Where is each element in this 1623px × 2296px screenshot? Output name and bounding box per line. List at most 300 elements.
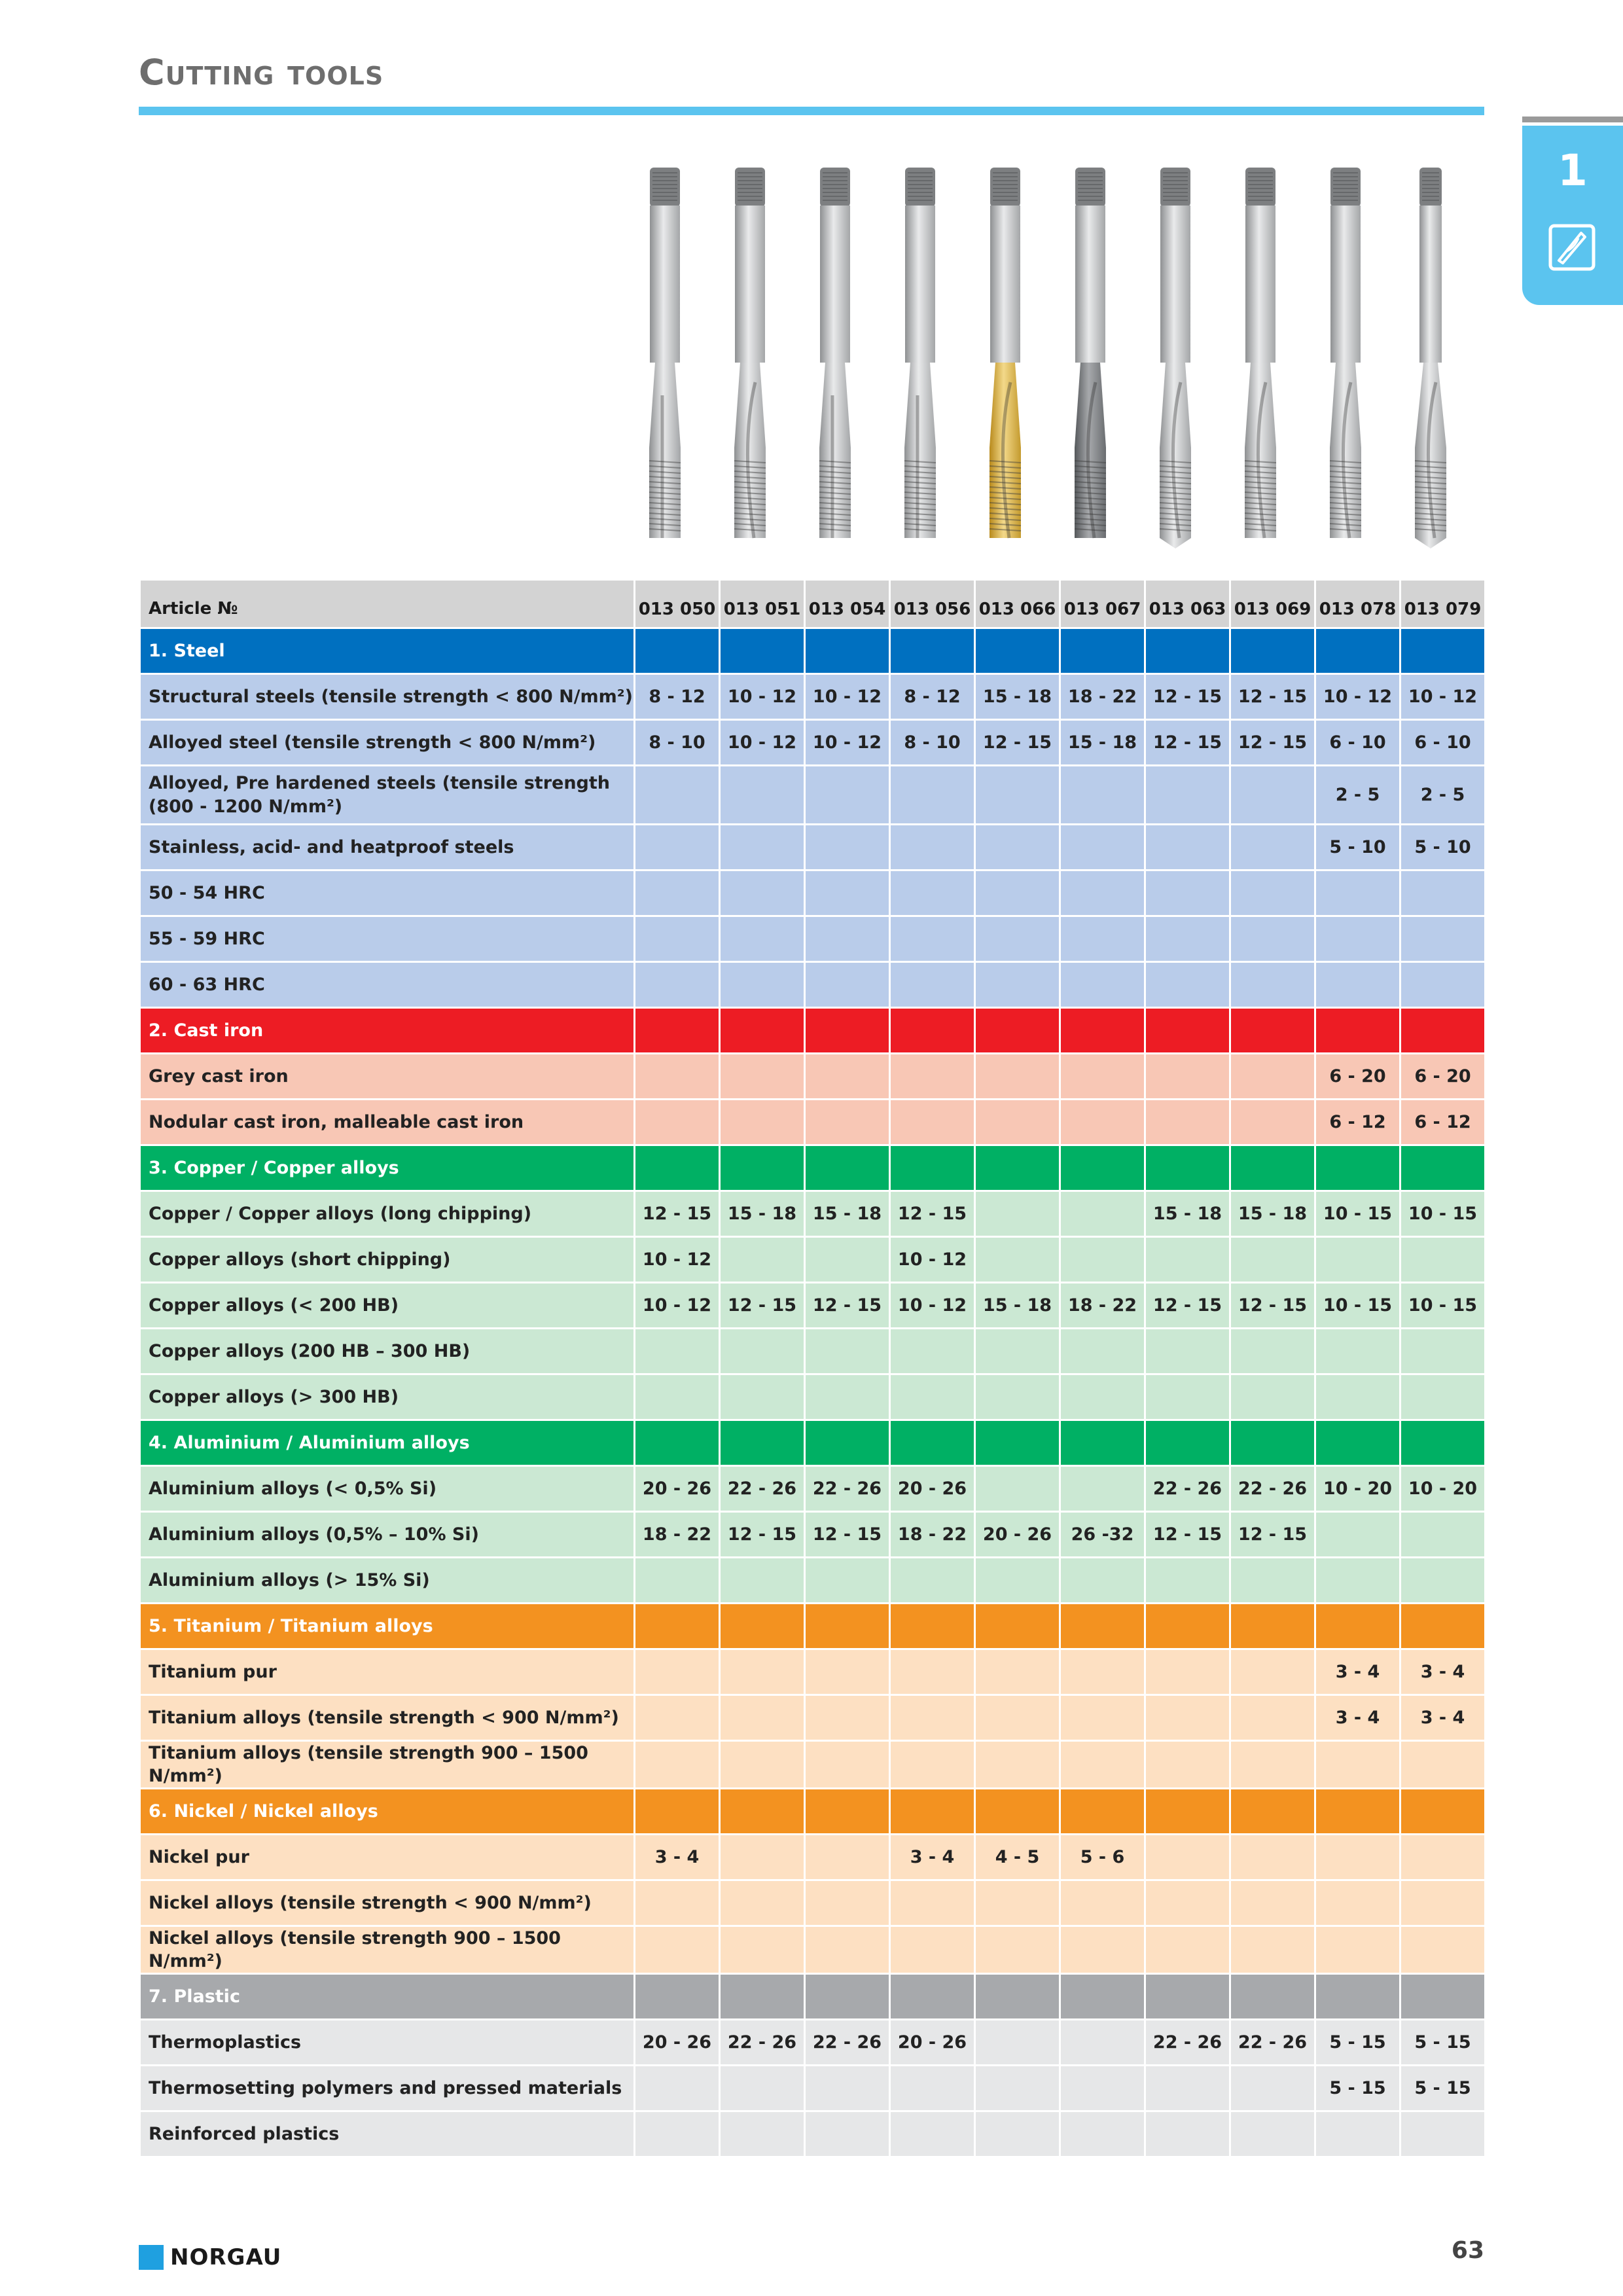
material-label: Copper alloys (short chipping) [140,1237,635,1283]
article-number: 013 056 [890,580,975,628]
cutting-speed-cell: 5 - 15 [1400,2020,1486,2066]
group-header-cell [1400,628,1486,674]
cutting-speed-cell [1145,766,1230,825]
cutting-speed-cell [975,766,1060,825]
cutting-speed-cell [1060,1695,1145,1741]
material-label: Aluminium alloys (> 15% Si) [140,1558,635,1604]
cutting-speed-cell: 15 - 18 [720,1191,805,1237]
cutting-speed-cell [1230,1835,1315,1880]
tap-image [974,160,1059,552]
cutting-speed-cell: 10 - 12 [635,1283,720,1329]
group-header-cell [720,1604,805,1649]
cutting-speed-cell [1315,1835,1400,1880]
tap-image [1144,160,1229,552]
group-header-cell [890,628,975,674]
tap-icon [1229,160,1314,552]
group-header-cell [805,1008,890,1054]
tap-icon [974,160,1059,552]
cutting-speed-cell [805,825,890,870]
cutting-speed-cell: 10 - 12 [1400,674,1486,720]
page-number: 63 [1451,2237,1484,2264]
cutting-speed-cell [1145,962,1230,1008]
cutting-speed-cell [1230,1100,1315,1145]
cutting-speed-cell [1315,1512,1400,1558]
cutting-speed-cell [805,2111,890,2157]
cutting-speed-cell [1315,1374,1400,1420]
cutting-speed-cell: 10 - 12 [890,1283,975,1329]
cutting-speed-cell [635,825,720,870]
table-row [140,1512,1486,1558]
tap-image [1314,160,1399,552]
section-tab-number: 1 [1558,145,1588,196]
group-header-cell [975,1604,1060,1649]
tap-image [1059,160,1144,552]
group-header-cell [720,1789,805,1835]
cutting-speed-cell [1060,2020,1145,2066]
cutting-speed-cell: 12 - 15 [1145,674,1230,720]
table-row [140,870,1486,916]
cutting-speed-cell: 20 - 26 [975,1512,1060,1558]
group-header-cell [635,1420,720,1466]
cutting-speed-cell: 6 - 10 [1315,720,1400,766]
table-row [140,720,1486,766]
cutting-speed-cell [635,870,720,916]
group-header-cell [1145,1145,1230,1191]
cutting-speed-cell: 20 - 26 [890,1466,975,1512]
material-label: Structural steels (tensile strength < 800 N/mm²) [140,674,635,720]
group-header-cell [890,1604,975,1649]
cutting-speed-cell: 15 - 18 [1145,1191,1230,1237]
cutting-speed-cell [1315,870,1400,916]
cutting-speed-cell [890,1926,975,1974]
cutting-speed-cell [1145,1100,1230,1145]
group-header-cell [1315,1974,1400,2020]
group-header-cell [1145,1604,1230,1649]
table-header-row [140,580,1486,628]
cutting-speed-cell: 12 - 15 [1230,1512,1315,1558]
page-title: Cutting tools [139,52,384,93]
cutting-speed-cell [1315,1237,1400,1283]
cutting-speed-cell [890,1374,975,1420]
cutting-speed-cell: 4 - 5 [975,1835,1060,1880]
group-header-cell [635,1604,720,1649]
cutting-speed-cell [1060,1558,1145,1604]
group-header-cell [1400,1145,1486,1191]
material-label: Aluminium alloys (0,5% – 10% Si) [140,1512,635,1558]
material-label: Nickel alloys (tensile strength < 900 N/mm²) [140,1880,635,1926]
cutting-speed-cell: 10 - 15 [1400,1283,1486,1329]
cutting-speed-cell [890,962,975,1008]
cutting-speed-cell [805,1558,890,1604]
cutting-speed-cell: 22 - 26 [805,1466,890,1512]
cutting-speed-cell [1060,1054,1145,1100]
cutting-speed-cell [1400,962,1486,1008]
group-header-cell [805,628,890,674]
article-number: 013 079 [1400,580,1486,628]
cutting-speed-cell: 10 - 15 [1315,1283,1400,1329]
cutting-speed-cell [1060,2066,1145,2111]
cutting-speed-cell [1230,962,1315,1008]
article-number: 013 067 [1060,580,1145,628]
group-header-cell [1230,1604,1315,1649]
cutting-speed-cell: 8 - 12 [890,674,975,720]
cutting-speed-cell [1060,1880,1145,1926]
cutting-speed-cell [805,1926,890,1974]
cutting-speed-cell [1060,825,1145,870]
cutting-speed-cell [720,2111,805,2157]
cutting-speed-cell [720,1100,805,1145]
cutting-speed-cell [805,1374,890,1420]
cutting-speed-cell [635,1741,720,1789]
cutting-speed-cell [1145,825,1230,870]
group-header-cell [635,1008,720,1054]
cutting-speed-cell: 10 - 15 [1315,1191,1400,1237]
cutting-speed-cell: 22 - 26 [1230,2020,1315,2066]
group-header-cell [1400,1604,1486,1649]
cutting-speed-cell: 6 - 10 [1400,720,1486,766]
group-header-cell [1145,628,1230,674]
group-header-row [140,1604,1486,1649]
group-header-cell [1230,1420,1315,1466]
cutting-speed-cell [1315,1329,1400,1374]
group-header-cell [1060,1604,1145,1649]
material-label: Copper alloys (200 HB – 300 HB) [140,1329,635,1374]
cutting-speed-cell [1230,1237,1315,1283]
cutting-speed-cell [720,1880,805,1926]
group-header-cell [1060,1008,1145,1054]
cutting-speed-cell [805,1880,890,1926]
cutting-speed-cell [635,916,720,962]
material-label: Nickel alloys (tensile strength 900 – 1500 N/mm²) [140,1926,635,1974]
cutting-speed-cell [890,1649,975,1695]
tap-image [1229,160,1314,552]
cutting-speed-cell: 10 - 12 [1315,674,1400,720]
material-label: Reinforced plastics [140,2111,635,2157]
material-label: Titanium pur [140,1649,635,1695]
cutting-speed-cell [1230,2066,1315,2111]
cutting-speed-cell [975,916,1060,962]
cutting-speed-cell: 5 - 6 [1060,1835,1145,1880]
cutting-speed-cell [975,1741,1060,1789]
group-header-cell [1315,1789,1400,1835]
cutting-speed-cell [805,1695,890,1741]
cutting-speed-cell [890,1100,975,1145]
cutting-speed-cell [1060,1329,1145,1374]
cutting-speed-cell [975,2066,1060,2111]
group-header-cell [975,628,1060,674]
group-header-cell [1315,1008,1400,1054]
group-header-cell [1060,628,1145,674]
cutting-speed-cell [1230,2111,1315,2157]
cutting-speed-cell [1315,1741,1400,1789]
group-header-cell [635,1789,720,1835]
cutting-speed-cell [805,962,890,1008]
cutting-speed-cell [890,1741,975,1789]
cutting-speed-cell [1315,962,1400,1008]
tap-icon [804,160,889,552]
group-header-cell [1315,1604,1400,1649]
cutting-speed-cell: 12 - 15 [1145,1283,1230,1329]
cutting-speed-cell [1315,1880,1400,1926]
cutting-speed-cell [1315,916,1400,962]
material-label: 60 - 63 HRC [140,962,635,1008]
table-row [140,1695,1486,1741]
group-header-cell [975,1974,1060,2020]
group-title: 1. Steel [140,628,635,674]
tap-icon [1314,160,1399,552]
cutting-speed-cell: 22 - 26 [1230,1466,1315,1512]
cutting-speed-cell [805,1741,890,1789]
group-title: 3. Copper / Copper alloys [140,1145,635,1191]
cutting-speed-cell [1060,1237,1145,1283]
cutting-speed-cell: 12 - 15 [635,1191,720,1237]
group-header-cell [1230,1008,1315,1054]
cutting-speed-cell [805,766,890,825]
cutting-speed-cell [975,1649,1060,1695]
cutting-speed-cell [890,766,975,825]
cutting-speed-cell: 15 - 18 [1060,720,1145,766]
tap-image [804,160,889,552]
cutting-speed-cell: 12 - 15 [1145,720,1230,766]
cutting-speed-cell [1230,1558,1315,1604]
article-number: 013 066 [975,580,1060,628]
material-label: Copper / Copper alloys (long chipping) [140,1191,635,1237]
cutting-speed-cell [975,870,1060,916]
cutting-speed-cell: 10 - 20 [1400,1466,1486,1512]
cutting-speed-cell: 12 - 15 [720,1283,805,1329]
brand-name: NORGAU [170,2244,282,2270]
material-label: Alloyed steel (tensile strength < 800 N/mm²) [140,720,635,766]
group-header-cell [635,1145,720,1191]
cutting-speed-cell: 5 - 15 [1315,2066,1400,2111]
cutting-speed-cell [1145,2066,1230,2111]
cutting-speed-cell: 12 - 15 [1230,1283,1315,1329]
cutting-speed-cell: 18 - 22 [635,1512,720,1558]
group-header-cell [975,1145,1060,1191]
group-header-row [140,1420,1486,1466]
cutting-speed-cell [1060,1374,1145,1420]
group-title: 4. Aluminium / Aluminium alloys [140,1420,635,1466]
cutting-speed-cell [890,1695,975,1741]
group-header-cell [890,1008,975,1054]
cutting-speed-cell: 5 - 10 [1315,825,1400,870]
cutting-speed-cell: 10 - 12 [805,674,890,720]
material-label: Titanium alloys (tensile strength 900 – 1500 N/mm²) [140,1741,635,1789]
cutting-speed-cell [720,1649,805,1695]
cutting-speed-cell [1145,1926,1230,1974]
cutting-speed-cell [1060,1741,1145,1789]
cutting-speed-cell: 22 - 26 [720,1466,805,1512]
cutting-speed-cell [720,1374,805,1420]
cutting-speed-cell [1400,1926,1486,1974]
group-header-cell [1230,1145,1315,1191]
group-header-row [140,1008,1486,1054]
cutting-speed-cell [635,1054,720,1100]
cutting-speed-cell [975,1237,1060,1283]
cutting-speed-cell: 12 - 15 [1230,674,1315,720]
cutting-speed-cell [1145,1649,1230,1695]
cutting-speed-cell [1315,1926,1400,1974]
material-label: Thermosetting polymers and pressed materials [140,2066,635,2111]
cutting-speed-cell [1060,962,1145,1008]
cutting-speed-cell [975,1191,1060,1237]
cutting-speed-cell [1060,870,1145,916]
cutting-speed-cell [1230,766,1315,825]
cutting-speed-cell [1230,1926,1315,1974]
table-row [140,962,1486,1008]
cutting-speed-cell [1145,1237,1230,1283]
cutting-speed-cell [1145,1695,1230,1741]
group-header-cell [890,1974,975,2020]
cutting-speed-cell [1315,2111,1400,2157]
cutting-speed-cell: 22 - 26 [805,2020,890,2066]
cutting-speed-cell: 3 - 4 [1315,1695,1400,1741]
material-label: Thermoplastics [140,2020,635,2066]
cutting-speed-cell: 10 - 12 [720,720,805,766]
cutting-speed-cell [805,2066,890,2111]
cutting-speed-cell [805,1329,890,1374]
cutting-speed-cell [890,1329,975,1374]
cutting-speed-cell [1145,1054,1230,1100]
table-row [140,1100,1486,1145]
group-header-cell [720,628,805,674]
cutting-speed-cell [720,825,805,870]
group-header-cell [1145,1008,1230,1054]
cutting-speed-cell [975,2111,1060,2157]
cutting-speed-cell [805,1237,890,1283]
tap-icon [719,160,804,552]
cutting-speed-cell [635,2066,720,2111]
cutting-speed-cell [720,1835,805,1880]
cutting-speed-cell [1230,1880,1315,1926]
cutting-speed-cell: 18 - 22 [1060,1283,1145,1329]
material-label: Grey cast iron [140,1054,635,1100]
drill-icon [1548,224,1596,271]
cutting-speed-cell [635,1558,720,1604]
cutting-speed-cell: 3 - 4 [635,1835,720,1880]
cutting-speed-cell [720,1558,805,1604]
section-tab[interactable] [1522,126,1623,305]
cutting-speed-cell: 5 - 15 [1400,2066,1486,2111]
cutting-speed-cell [975,1926,1060,1974]
tap-icon [1144,160,1229,552]
tap-icon [1059,160,1144,552]
cutting-speed-cell: 2 - 5 [1315,766,1400,825]
cutting-speed-cell [635,1329,720,1374]
group-header-row [140,1974,1486,2020]
cutting-speed-cell [1060,766,1145,825]
cutting-speed-cell: 15 - 18 [975,674,1060,720]
cutting-speed-cell [805,1835,890,1880]
cutting-speed-cell: 10 - 15 [1400,1191,1486,1237]
cutting-speed-cell [975,1054,1060,1100]
group-header-cell [975,1420,1060,1466]
tap-image [633,160,719,552]
cutting-speed-cell [1315,1558,1400,1604]
cutting-speed-cell: 12 - 15 [890,1191,975,1237]
article-number: 013 078 [1315,580,1400,628]
cutting-speed-cell: 10 - 12 [805,720,890,766]
tab-divider [1522,117,1623,122]
cutting-speed-cell [635,1374,720,1420]
cutting-speed-cell [975,962,1060,1008]
cutting-speed-cell [805,1054,890,1100]
group-header-cell [975,1789,1060,1835]
material-label: Copper alloys (> 300 HB) [140,1374,635,1420]
group-header-row [140,1789,1486,1835]
group-header-cell [1230,628,1315,674]
cutting-speed-cell: 6 - 12 [1400,1100,1486,1145]
cutting-speed-cell: 10 - 12 [890,1237,975,1283]
cutting-speed-cell [720,1054,805,1100]
tap-icon [633,160,719,552]
group-header-row [140,1145,1486,1191]
cutting-speed-cell [1400,1512,1486,1558]
cutting-speed-cell [1230,1649,1315,1695]
cutting-speed-cell [975,2020,1060,2066]
group-header-cell [1145,1974,1230,2020]
tap-icon [1399,160,1484,552]
cutting-speed-cell: 3 - 4 [1400,1649,1486,1695]
group-header-cell [1400,1008,1486,1054]
cutting-speed-cell: 8 - 10 [890,720,975,766]
table-row [140,1835,1486,1880]
material-label: Titanium alloys (tensile strength < 900 N/mm²) [140,1695,635,1741]
cutting-speed-cell: 20 - 26 [635,1466,720,1512]
table-row [140,1374,1486,1420]
cutting-speed-cell [975,1329,1060,1374]
cutting-speed-cell: 15 - 18 [1230,1191,1315,1237]
title-rule [139,107,1484,115]
material-label: Nodular cast iron, malleable cast iron [140,1100,635,1145]
tap-image-row [633,160,1484,552]
group-title: 5. Titanium / Titanium alloys [140,1604,635,1649]
cutting-speed-cell [975,825,1060,870]
group-title: 6. Nickel / Nickel alloys [140,1789,635,1835]
group-header-cell [1060,1789,1145,1835]
cutting-speed-cell [1060,1191,1145,1237]
tap-image [889,160,974,552]
group-header-cell [890,1420,975,1466]
table-row [140,1880,1486,1926]
cutting-speed-cell: 20 - 26 [635,2020,720,2066]
cutting-speed-cell: 20 - 26 [890,2020,975,2066]
cutting-speed-cell [975,1558,1060,1604]
cutting-speed-cell: 18 - 22 [890,1512,975,1558]
group-header-cell [635,1974,720,2020]
table-row [140,825,1486,870]
cutting-speed-cell [1145,1741,1230,1789]
cutting-speed-cell [720,766,805,825]
cutting-speed-cell: 10 - 12 [635,1237,720,1283]
cutting-speed-cell: 6 - 20 [1315,1054,1400,1100]
cutting-speed-cell [1060,1466,1145,1512]
group-header-cell [805,1604,890,1649]
group-header-cell [1060,1420,1145,1466]
cutting-speed-cell [1145,1374,1230,1420]
cutting-speed-cell [720,1237,805,1283]
group-header-cell [720,1145,805,1191]
cutting-speed-cell: 12 - 15 [1145,1512,1230,1558]
tap-image [719,160,804,552]
cutting-speed-cell [1145,870,1230,916]
cutting-speed-cell: 5 - 15 [1315,2020,1400,2066]
group-header-cell [720,1008,805,1054]
cutting-speed-cell [890,825,975,870]
cutting-speed-cell [1145,1558,1230,1604]
group-header-cell [805,1974,890,2020]
cutting-speed-cell [635,766,720,825]
